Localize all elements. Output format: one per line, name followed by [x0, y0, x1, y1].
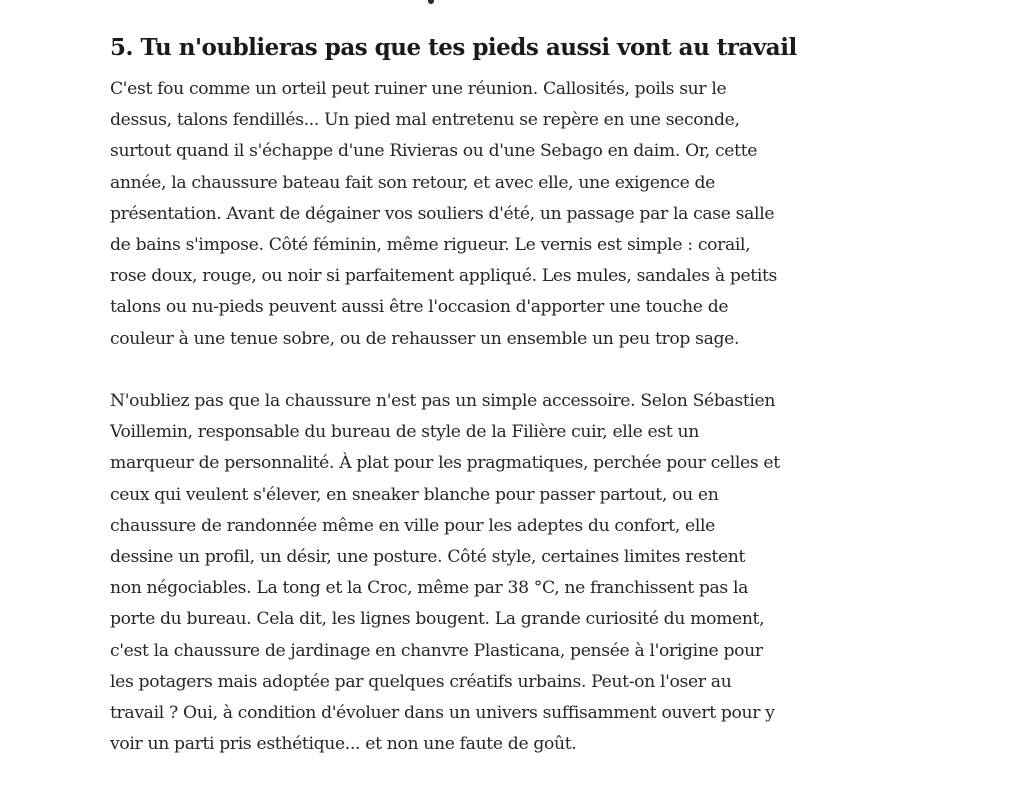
paragraph-line: chaussure de randonnée même en ville pour les adeptes du confort, elle — [110, 515, 715, 536]
paragraph-line: dessus, talons fendillés... Un pied mal entretenu se repère en une seconde, — [110, 110, 740, 131]
paragraph-line: année, la chaussure bateau fait son retour, et avec elle, une exigence de — [110, 172, 715, 193]
paragraph-line: travail ? Oui, à condition d'évoluer dans un univers suffisamment ouvert pour y — [110, 703, 775, 724]
paragraph-line: non négociables. La tong et la Croc, même par 38 °C, ne franchissent pas la — [110, 578, 749, 599]
paragraph-line: talons ou nu-pieds peuvent aussi être l'occasion d'apporter une touche de — [110, 297, 729, 318]
paragraph-line: les potagers mais adoptée par quelques créatifs urbains. Peut-on l'oser au — [110, 671, 732, 692]
paragraph-2 — [110, 386, 780, 760]
paragraph-line: C'est fou comme un orteil peut ruiner une réunion. Callosités, poils sur le — [110, 79, 727, 99]
paragraph-line: marqueur de personnalité. À plat pour les pragmatiques, perchée pour celles et — [110, 453, 780, 474]
section-heading: 5. Tu n'oublieras pas que tes pieds aussi vont au travail — [110, 34, 797, 61]
paragraph-line: présentation. Avant de dégainer vos souliers d'été, un passage par la case salle — [110, 203, 775, 224]
paragraph-1 — [110, 74, 777, 355]
paragraph-line: Voillemin, responsable du bureau de style de la Filière cuir, elle est un — [110, 422, 699, 443]
paragraph-line: c'est la chaussure de jardinage en chanvre Plasticana, pensée à l'origine pour — [110, 640, 763, 661]
paragraph-line: de bains s'impose. Côté féminin, même rigueur. Le vernis est simple : corail, — [110, 235, 751, 256]
paragraph-line: voir un parti pris esthétique... et non une faute de goût. — [110, 734, 577, 755]
paragraph-line: surtout quand il s'échappe d'une Rivieras ou d'une Sebago en daim. Or, cette — [110, 141, 758, 162]
paragraph-line: dessine un profil, un désir, une posture. Côté style, certaines limites restent — [110, 547, 746, 568]
paragraph-line: N'oubliez pas que la chaussure n'est pas un simple accessoire. Selon Sébastien — [110, 391, 776, 411]
paragraph-line: couleur à une tenue sobre, ou de rehausser un ensemble un peu trop sage. — [110, 328, 740, 349]
previous-content-fragment — [428, 0, 434, 4]
paragraph-line: rose doux, rouge, ou noir si parfaitement appliqué. Les mules, sandales à petits — [110, 266, 778, 287]
paragraph-line: porte du bureau. Cela dit, les lignes bougent. La grande curiosité du moment, — [110, 609, 765, 630]
paragraph-line: ceux qui veulent s'élever, en sneaker blanche pour passer partout, ou en — [110, 484, 719, 505]
